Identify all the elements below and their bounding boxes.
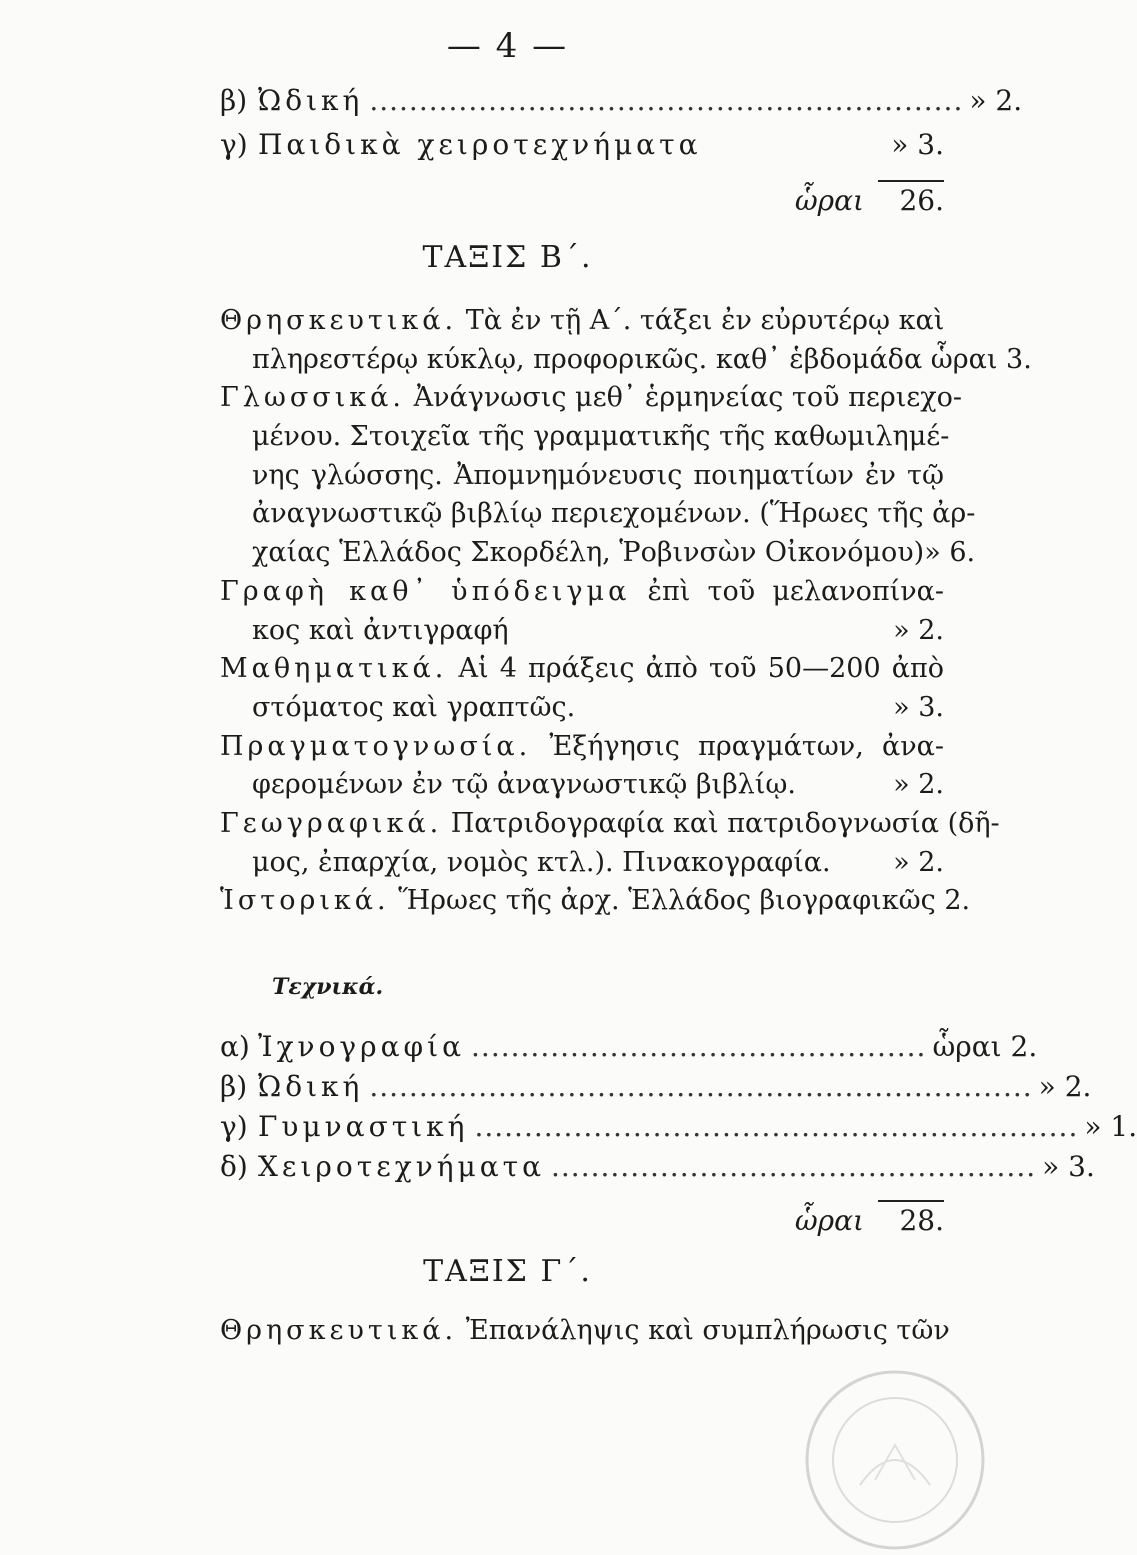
page-number: — 4 — [446, 26, 569, 66]
item-value: ὧραι 2. [932, 1030, 1038, 1063]
item-marker: δ) [220, 1150, 248, 1183]
heading-class-c: ΤΑΞΙΣ Γ΄. [423, 1254, 592, 1289]
para-history-line: Ἱστορικά. Ἥρωες τῆς ἀρχ. Ἑλλάδος βιογραφικῶς 2. [220, 885, 971, 917]
item-paidika-cheirotechnimata [220, 128, 944, 172]
subheading-technical: Τεχνικά. [272, 974, 384, 1000]
para-language-line: μένου. Στοιχεῖα τῆς γραμματικῆς τῆς καθωμιλημέ- [252, 421, 950, 453]
item-value: » 3. [1042, 1150, 1095, 1183]
para-writing-line: Γραφὴ καθ᾿ ὑπόδειγμα ἐπὶ τοῦ μελανοπίνα- [220, 575, 944, 607]
item-label: Ὠδική [258, 1070, 364, 1103]
total-value: 28. [878, 1200, 944, 1237]
total-hours-a [700, 180, 944, 230]
total-hours-b [700, 1200, 944, 1250]
class-b-body [220, 302, 1032, 921]
para-religion-line: Θρησκευτικά. Τὰ ἐν τῇ Α΄. τάξει ἐν εὐρυτέρῳ καὶ [220, 305, 945, 336]
para-religion-line: Θρησκευτικά. Ἐπανάληψις καὶ συμπλήρωσις τῶν [220, 1315, 950, 1346]
para-geography-line: Γεωγραφικά. Πατριδογραφία καὶ πατριδογνωσία (δῆ- [220, 807, 1000, 839]
para-math-line: Μαθηματικά. Αἱ 4 πράξεις ἀπὸ τοῦ 50—200 ἀπὸ [220, 653, 944, 685]
item-leader: ............................................................. [474, 1110, 1079, 1143]
item-value: » 2. [1038, 1070, 1092, 1103]
item-label: Ὠδική [258, 84, 364, 117]
para-object-lessons-line: φερομένων ἐν τῷ ἀναγνωστικῷ βιβλίῳ. » 2. [252, 769, 944, 801]
para-math-line: στόματος καὶ γραπτῶς. » 3. [252, 691, 944, 723]
item-label: Γυμναστική [258, 1110, 469, 1143]
item-drawing [220, 1030, 1038, 1074]
item-singing [220, 1070, 1092, 1114]
item-marker: β) [220, 1070, 248, 1103]
item-gymnastics [220, 1110, 1137, 1154]
class-c-body [220, 1312, 950, 1351]
total-value: 26. [878, 180, 944, 217]
item-value: » 1. [1084, 1110, 1137, 1143]
total-word: ὧραι [794, 1204, 864, 1237]
item-leader: ............................................................ [369, 84, 964, 117]
item-label: Ἰχνογραφία [258, 1030, 466, 1063]
heading-class-b: ΤΑΞΙΣ Β΄. [422, 240, 593, 275]
para-writing-line: κος καὶ ἀντιγραφή » 2. [252, 614, 944, 646]
item-value: » 3. [891, 128, 944, 161]
para-language-line: χαίας Ἑλλάδος Σκορδέλη, Ῥοβινσὼν Οἰκονόμου) » 6. [252, 537, 976, 569]
item-value: » 2. [969, 84, 1023, 117]
item-leader: ................................................. [551, 1150, 1037, 1183]
para-religion-line: πληρεστέρῳ κύκλῳ, προφορικῶς. καθ᾿ ἑβδομάδα ὧραι 3. [252, 343, 1032, 375]
para-language-line: νης γλώσσης. Ἀπομνημόνευσις ποιηματίων ἐν τῷ [252, 459, 944, 491]
item-marker: α) [220, 1030, 250, 1063]
total-word: ὧραι [794, 184, 864, 217]
para-object-lessons-line: Πραγματογνωσία. Ἐξήγησις πραγμάτων, ἀνα- [220, 730, 944, 762]
item-label: Χειροτεχνήματα [258, 1150, 545, 1183]
para-language-line: ἀναγνωστικῷ βιβλίῳ περιεχομένων. (Ἥρωες τῆς ἀρ- [252, 498, 976, 530]
library-seal-stamp [800, 1365, 990, 1555]
item-handicrafts [220, 1150, 1095, 1194]
item-leader: .............................................. [471, 1030, 927, 1063]
item-label: Παιδικὰ χειροτεχνήματα [258, 128, 702, 161]
para-geography-line: μος, ἐπαρχία, νομὸς κτλ.). Πινακογραφία. » 2. [252, 846, 944, 878]
item-marker: β) [220, 84, 248, 117]
item-leader: ................................................................... [369, 1070, 1033, 1103]
item-marker: γ) [220, 1110, 248, 1143]
para-language-line: Γλωσσικά. Ἀνάγνωσις μεθ᾿ ἑρμηνείας τοῦ περιεχο- [220, 382, 963, 414]
item-odiki-top [220, 84, 1023, 128]
item-marker: γ) [220, 128, 248, 161]
